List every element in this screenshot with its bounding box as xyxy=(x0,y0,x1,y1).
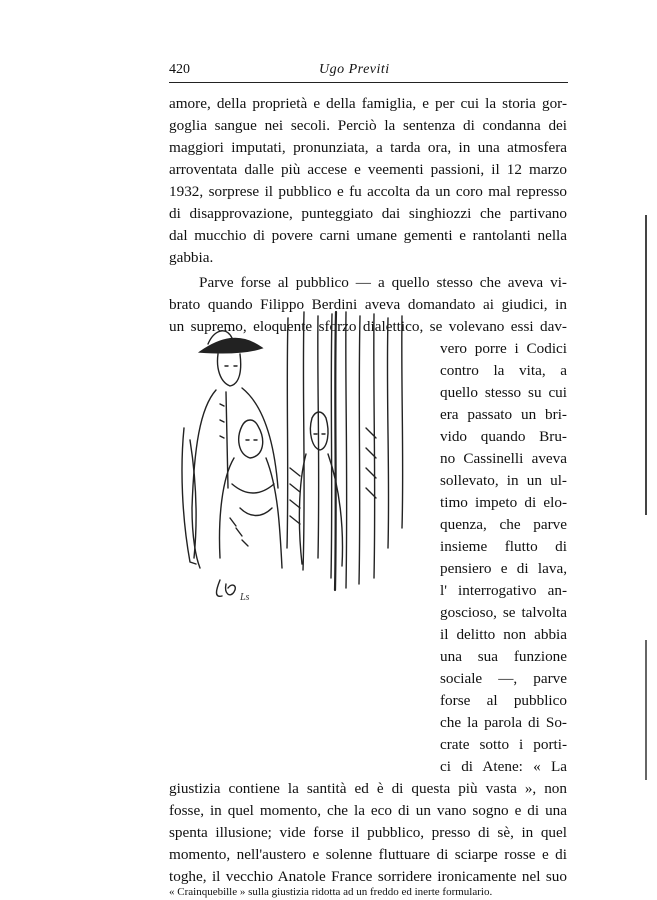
scan-edge-mark xyxy=(645,215,647,515)
page-header xyxy=(169,62,569,82)
text-line: arroventata dalle più accese e veementi passioni, il 12 marzo xyxy=(169,161,567,178)
text-line: toghe, il vecchio Anatole France sorridere ironicamente nel suo xyxy=(169,868,567,885)
text-line: il delitto non abbia xyxy=(440,626,567,643)
text-line: spenta illusione; vide forse il pubblico, presso di sè, in quel xyxy=(169,824,567,841)
text-line: momento, nell'austero e solenne fluttuare di sciarpe rosse e di xyxy=(169,846,567,863)
text-line: formulario. xyxy=(442,886,493,898)
header-rule xyxy=(169,82,568,83)
text-line: un supremo, eloquente sforzo dialettico, se volevano essi dav- xyxy=(169,318,567,335)
text-line: Parve forse al pubblico — a quello stesso che aveva vi- xyxy=(199,274,567,291)
text-line: forse al pubblico xyxy=(440,692,567,709)
text-line: ci di Atene: « La xyxy=(440,758,567,775)
sketch-illustration xyxy=(170,308,428,604)
text-line: vido quando Bru- xyxy=(440,428,567,445)
text-line: maggiori imputati, pronunziata, a tarda ora, in una atmosfera xyxy=(169,139,567,156)
text-line: no Cassinelli aveva xyxy=(440,450,567,467)
text-line: quenza, che parve xyxy=(440,516,567,533)
text-line: di disapprovazione, punteggiato dai singhiozzi che partivano xyxy=(169,205,567,222)
text-line: l' interrogativo an- xyxy=(440,582,567,599)
text-line: « Crainquebille » sulla giustizia ridotta ad un freddo ed inerte xyxy=(169,886,440,898)
text-line: era passato un bri- xyxy=(440,406,567,423)
page-number: 420 xyxy=(169,62,190,77)
text-line: amore, della proprietà e della famiglia, e per cui la storia gor- xyxy=(169,95,567,112)
running-title: Ugo Previti xyxy=(319,62,390,77)
text-line: crate sotto i porti- xyxy=(440,736,567,753)
text-line: timo impeto di elo- xyxy=(440,494,567,511)
text-line: brato quando Filippo Berdini aveva domandato ai giudici, in xyxy=(169,296,567,313)
text-line: giustizia contiene la santità ed è di questa più vasta », non xyxy=(169,780,567,797)
text-line: contro la vita, a xyxy=(440,362,567,379)
text-line: gabbia. xyxy=(169,249,214,266)
text-line: una sua funzione xyxy=(440,648,567,665)
text-line: pensiero e di lava, xyxy=(440,560,567,577)
illustration-signature: Ls xyxy=(240,592,250,603)
scan-edge-mark xyxy=(645,640,647,780)
text-line: 1932, sorprese il pubblico e fu accolta da un coro mal represso xyxy=(169,183,567,200)
text-line: fosse, in quel momento, che la eco di un vano sogno e di una xyxy=(169,802,567,819)
closing-lines xyxy=(169,886,567,900)
text-line: vero porre i Codici xyxy=(440,340,567,357)
text-line: che la parola di So- xyxy=(440,714,567,731)
text-line: sollevato, in un ul- xyxy=(440,472,567,489)
text-line: goglia sangue nei secoli. Perciò la sentenza di condanna dei xyxy=(169,117,567,134)
text-line: quello stesso su cui xyxy=(440,384,567,401)
text-line: dal mucchio di povere carni umane gementi e rantolanti nella xyxy=(169,227,567,244)
text-line: goscioso, se talvolta xyxy=(440,604,567,621)
text-line: sociale —, parve xyxy=(440,670,567,687)
text-line: insieme flutto di xyxy=(440,538,567,555)
